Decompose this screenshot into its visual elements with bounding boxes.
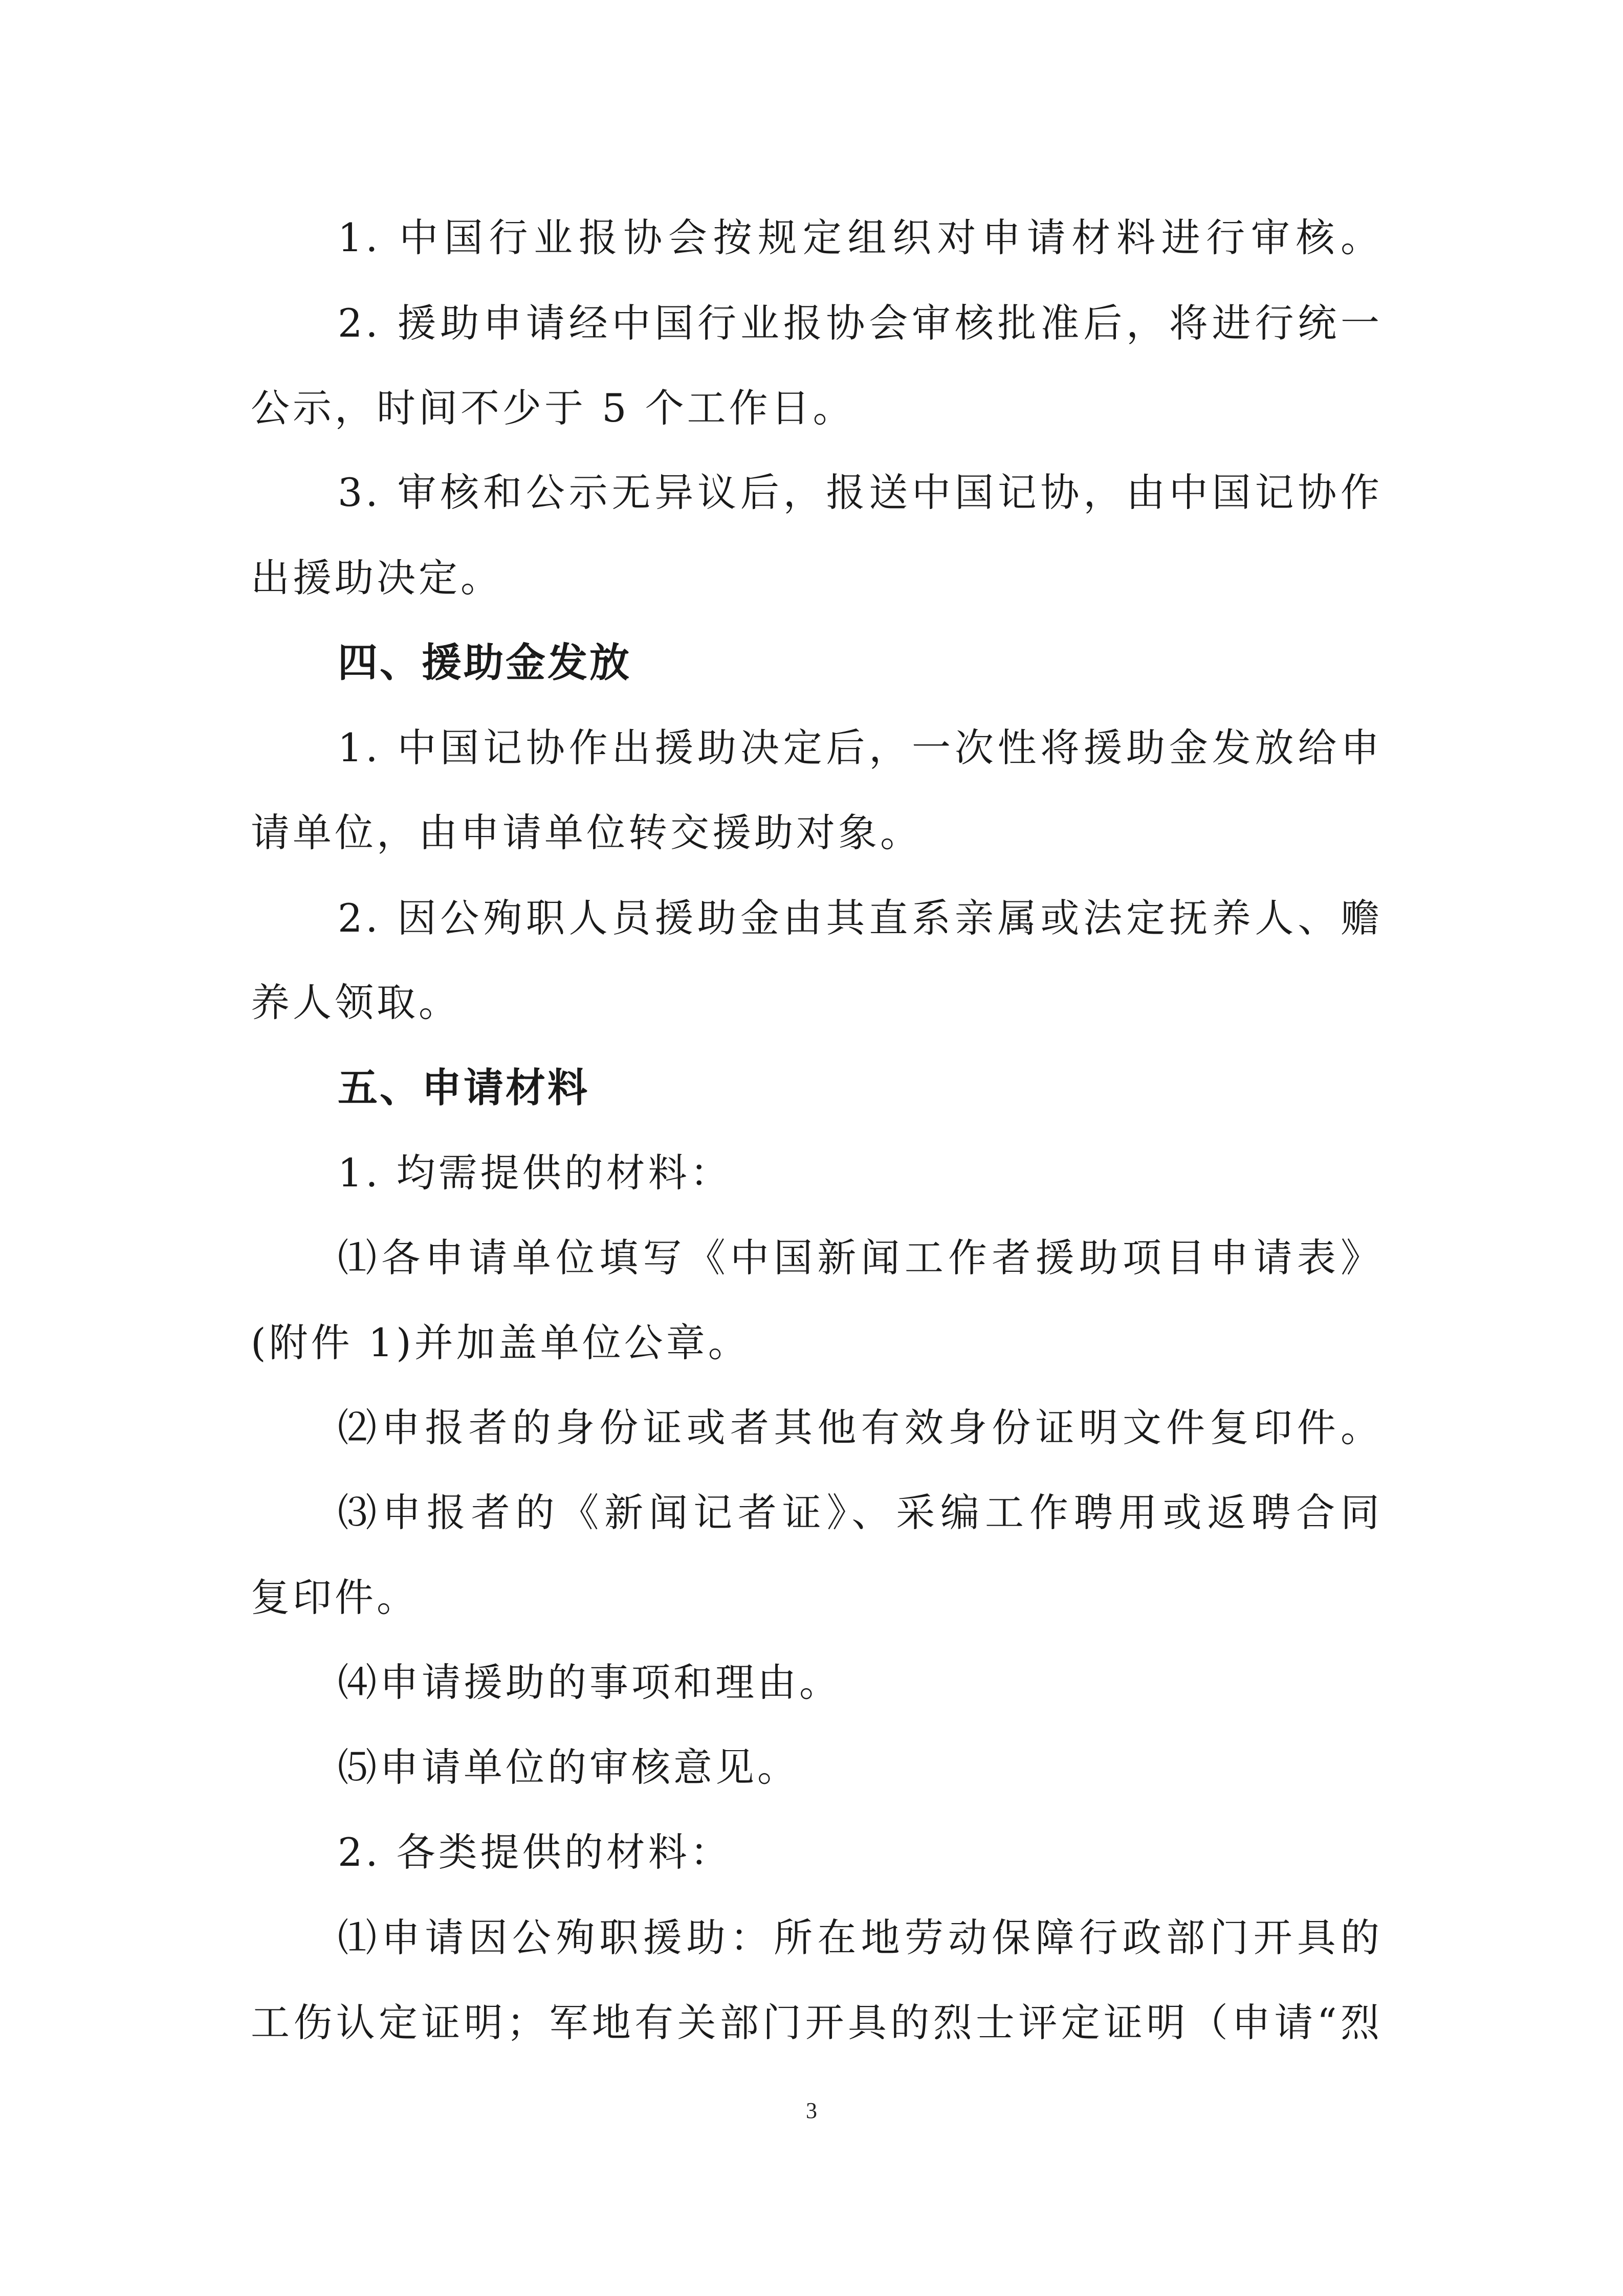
paragraph-line: 公示，时间不少于 5 个工作日。 <box>251 385 855 431</box>
section-heading-disbursement: 四、援助金发放 <box>338 640 632 686</box>
paragraph-line: 工伤认定证明；军地有关部门开具的烈士评定证明（申请“烈 <box>251 2000 1383 2045</box>
paragraph-line: 1. 中国行业报协会按规定组织对申请材料进行审核。 <box>338 215 1383 260</box>
section-heading-materials: 五、申请材料 <box>338 1065 590 1111</box>
paragraph-line: ⑴申请因公殉职援助：所在地劳动保障行政部门开具的 <box>338 1915 1383 1960</box>
paragraph-line: (附件 1)并加盖单位公章。 <box>251 1320 750 1365</box>
paragraph-line: 2. 因公殉职人员援助金由其直系亲属或法定抚养人、赡 <box>338 895 1383 941</box>
paragraph-line: 1. 均需提供的材料： <box>338 1150 732 1196</box>
paragraph-line: ⑶申报者的《新闻记者证》、采编工作聘用或返聘合同 <box>338 1490 1383 1535</box>
paragraph-line: 请单位，由申请单位转交援助对象。 <box>251 810 922 855</box>
paragraph-line: 2. 各类提供的材料： <box>338 1829 732 1875</box>
paragraph-line: 3. 审核和公示无异议后，报送中国记协，由中国记协作 <box>338 470 1383 515</box>
paragraph-line: 出援助决定。 <box>251 555 502 601</box>
paragraph-line: 养人领取。 <box>251 980 460 1025</box>
paragraph-line: 复印件。 <box>251 1575 419 1620</box>
paragraph-line: 2. 援助申请经中国行业报协会审核批准后，将进行统一 <box>338 300 1383 346</box>
paragraph-line: ⑸申请单位的审核意见。 <box>338 1745 799 1790</box>
paragraph-line: ⑵申报者的身份证或者其他有效身份证明文件复印件。 <box>338 1405 1383 1450</box>
paragraph-line: ⑷申请援助的事项和理由。 <box>338 1660 841 1705</box>
paragraph-line: 1. 中国记协作出援助决定后，一次性将援助金发放给申 <box>338 725 1383 770</box>
paragraph-line: ⑴各申请单位填写《中国新闻工作者援助项目申请表》 <box>338 1235 1383 1281</box>
page-number: 3 <box>806 2098 817 2123</box>
